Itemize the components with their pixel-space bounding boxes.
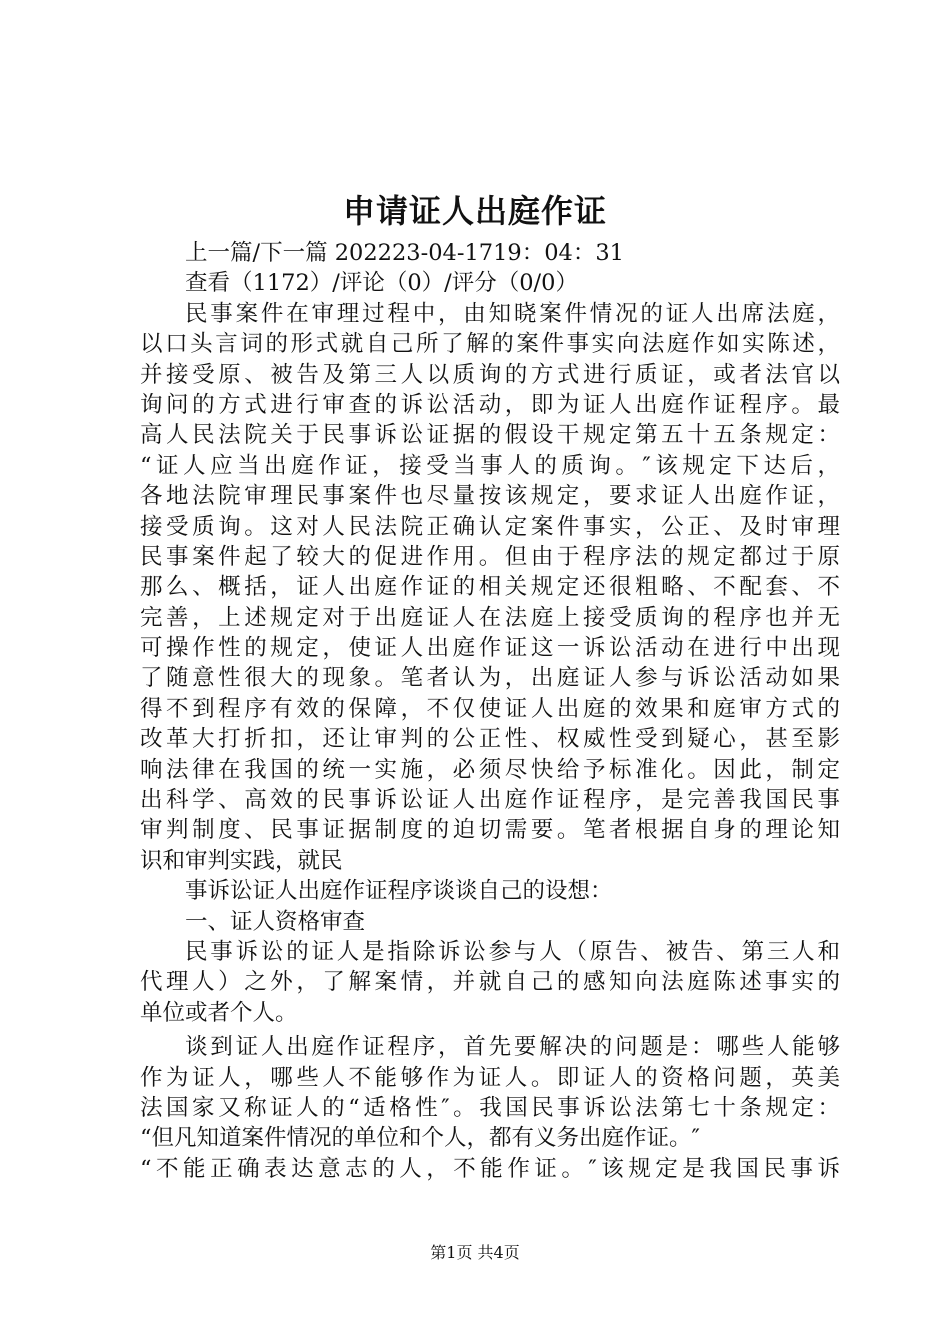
document-body bbox=[140, 238, 840, 1184]
page-title: 申请证人出庭作证 bbox=[342, 192, 607, 230]
paragraph-line: 并接受原、被告及第三人以质询的方式进行质证，或者法官以 bbox=[140, 361, 840, 388]
paragraph-line: 接受质询。这对人民法院正确认定案件事实，公正、及时审理 bbox=[140, 513, 840, 540]
meta-line: 查看（1172）/评论（0）/评分（0/0） bbox=[185, 270, 578, 297]
paragraph-line: 改革大打折扣，还让审判的公正性、权威性受到疑心，甚至影 bbox=[140, 726, 840, 753]
paragraph-line: 了随意性很大的现象。笔者认为，出庭证人参与诉讼活动如果 bbox=[140, 665, 840, 692]
paragraph-line: 民事案件起了较大的促进作用。但由于程序法的规定都过于原 bbox=[140, 543, 840, 570]
paragraph-line: 得不到程序有效的保障，不仅使证人出庭的效果和庭审方式的 bbox=[140, 695, 840, 722]
paragraph-line: 民事案件在审理过程中，由知晓案件情况的证人出席法庭， bbox=[185, 300, 840, 327]
paragraph-line: 谈到证人出庭作证程序，首先要解决的问题是：哪些人能够 bbox=[185, 1034, 840, 1061]
paragraph-line: “不能正确表达意志的人，不能作证。″该规定是我国民事诉 bbox=[140, 1155, 840, 1182]
meta-line: 上一篇/下一篇 202223-04-1719：04：31 bbox=[185, 240, 624, 266]
paragraph-line: 以口头言词的形式就自己所了解的案件事实向法庭作如实陈述， bbox=[140, 331, 840, 358]
paragraph-line: 出科学、高效的民事诉讼证人出庭作证程序，是完善我国民事 bbox=[140, 787, 840, 814]
paragraph-line: 高人民法院关于民事诉讼证据的假设干规定第五十五条规定： bbox=[140, 422, 840, 449]
paragraph-line: “证人应当出庭作证，接受当事人的质询。″该规定下达后， bbox=[140, 452, 840, 479]
page-number: 第1页 共4页 bbox=[430, 1243, 520, 1262]
paragraph-line: 那么、概括，证人出庭作证的相关规定还很粗略、不配套、不 bbox=[140, 574, 840, 601]
paragraph-line: 可操作性的规定，使证人出庭作证这一诉讼活动在进行中出现 bbox=[140, 635, 840, 662]
paragraph-line: 审判制度、民事证据制度的迫切需要。笔者根据自身的理论知 bbox=[140, 817, 840, 844]
section-heading: 一、证人资格审查 bbox=[185, 908, 366, 935]
paragraph-line: 民事诉讼的证人是指除诉讼参与人（原告、被告、第三人和 bbox=[185, 938, 840, 965]
paragraph-line: 响法律在我国的统一实施，必须尽快给予标准化。因此，制定 bbox=[140, 756, 840, 783]
paragraph-line: 识和审判实践，就民 bbox=[140, 847, 343, 874]
paragraph-line: 各地法院审理民事案件也尽量按该规定，要求证人出庭作证， bbox=[140, 483, 840, 510]
paragraph-line: 事诉讼证人出庭作证程序谈谈自己的设想： bbox=[185, 878, 613, 905]
paragraph-line: 单位或者个人。 bbox=[140, 999, 298, 1026]
paragraph-line: 作为证人，哪些人不能够作为证人。即证人的资格问题，英美 bbox=[140, 1064, 840, 1091]
paragraph-line: 询问的方式进行审查的诉讼活动，即为证人出庭作证程序。最 bbox=[140, 391, 840, 418]
paragraph-line: 完善，上述规定对于出庭证人在法庭上接受质询的程序也并无 bbox=[140, 604, 840, 631]
paragraph-line: 代理人）之外，了解案情，并就自己的感知向法庭陈述事实的 bbox=[140, 969, 840, 996]
paragraph-line: “但凡知道案件情况的单位和个人，都有义务出庭作证。″ bbox=[140, 1125, 700, 1152]
paragraph-line: 法国家又称证人的“适格性″。我国民事诉讼法第七十条规定： bbox=[140, 1094, 840, 1121]
